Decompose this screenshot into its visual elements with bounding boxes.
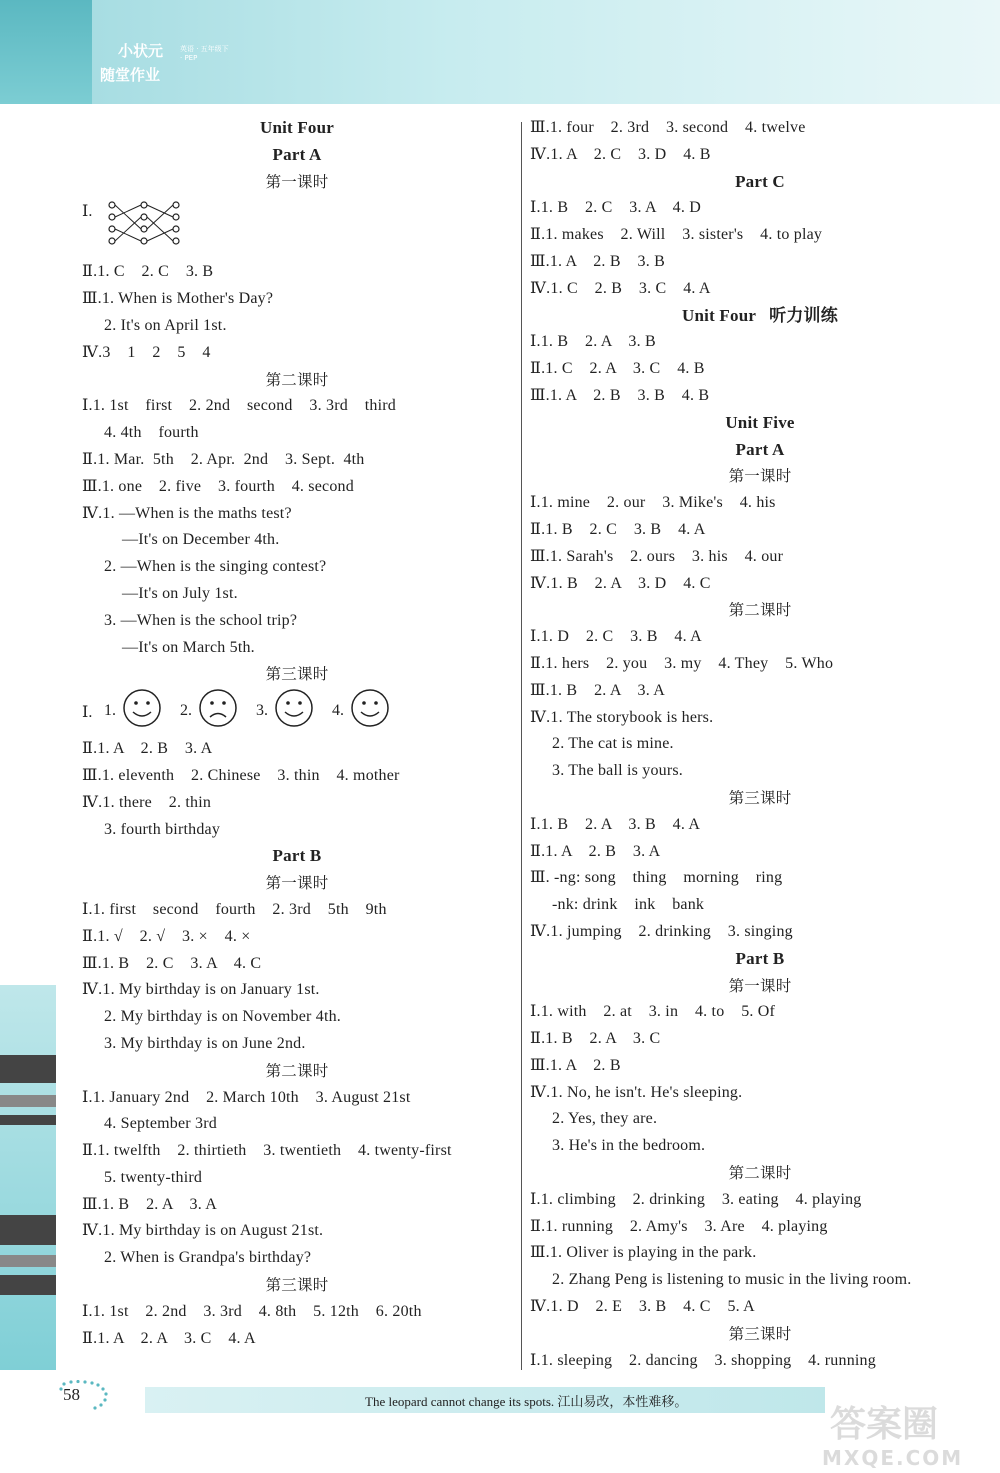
watermark-logo — [818, 1400, 1000, 1470]
section-heading: Part A — [272, 144, 322, 164]
answer-line: 2. My birthday is on November 4th. — [104, 1008, 341, 1026]
answer-line: Ⅳ.1. there 2. thin — [82, 793, 212, 811]
lesson-heading: 第一课时 — [265, 172, 329, 191]
answer-line: Ⅲ.1. four 2. 3rd 3. second 4. twelve — [530, 119, 806, 136]
answer-line: Ⅱ.1. A 2. B 3. A — [530, 842, 661, 860]
answer-line: Ⅰ.1. B 2. C 3. A 4. D — [530, 199, 702, 217]
lesson-heading: 第二课时 — [265, 1061, 329, 1080]
answer-line: Ⅳ.1. No, he isn't. He's sleeping. — [530, 1083, 743, 1101]
answer-line: 2. Yes, they are. — [552, 1110, 658, 1128]
face-number: 4. — [332, 702, 344, 720]
answer-line: Ⅳ.1. A 2. C 3. D 4. B — [530, 145, 711, 163]
faces-exercise — [82, 688, 512, 736]
answer-line: 4. 4th fourth — [104, 424, 199, 442]
answer-line: Ⅰ.1. with 2. at 3. in 4. to 5. Of — [530, 1003, 776, 1021]
answer-line: Ⅲ.1. When is Mother's Day? — [82, 290, 274, 308]
answer-line: Ⅰ.1. first second fourth 2. 3rd 5th 9th — [82, 900, 387, 918]
answer-line: Ⅱ.1. Mar. 5th 2. Apr. 2nd 3. Sept. 4th — [82, 450, 365, 468]
header-band — [0, 0, 1000, 104]
right-answer-column — [530, 115, 990, 1374]
answer-line: Ⅱ.1. makes 2. Will 3. sister's 4. to play — [530, 226, 823, 244]
watermark-line1: 答案圈 — [830, 1404, 939, 1445]
section-heading: Unit Five — [725, 412, 795, 432]
answer-line: Ⅲ.1. A 2. B 3. B 4. B — [530, 386, 710, 404]
answer-line: Ⅲ.1. B 2. C 3. A 4. C — [82, 954, 262, 972]
answer-line: 2. The cat is mine. — [552, 735, 674, 753]
answer-line: Ⅲ.1. B 2. A 3. A — [530, 681, 665, 699]
happy-face-icon — [274, 688, 314, 728]
answer-line: 3. The ball is yours. — [552, 762, 684, 780]
answer-line: Ⅰ.1. January 2nd 2. March 10th 3. August 21st — [82, 1088, 411, 1106]
section-heading: Part A — [735, 439, 785, 459]
brand-line2: 随堂作业 — [100, 66, 161, 84]
sad-face-icon — [198, 688, 238, 728]
lesson-heading: 第三课时 — [265, 665, 329, 684]
answer-line: Ⅲ.1. one 2. five 3. fourth 4. second — [82, 477, 354, 495]
lesson-heading: 第二课时 — [728, 1164, 792, 1183]
answer-line: 5. twenty-third — [104, 1168, 203, 1186]
answer-line: Ⅳ.1. The storybook is hers. — [530, 708, 714, 726]
section-heading: Part B — [735, 948, 785, 968]
exercise-label: Ⅰ. — [82, 203, 93, 221]
answer-line: Ⅲ.1. B 2. A 3. A — [82, 1195, 217, 1213]
lesson-heading: 第二课时 — [728, 601, 792, 620]
face-number: 3. — [256, 702, 268, 720]
answer-line: Ⅱ.1. twelfth 2. thirtieth 3. twentieth 4. twenty-first — [82, 1142, 452, 1160]
answer-line: Ⅲ.1. A 2. B 3. B — [530, 252, 665, 270]
answer-line: Ⅳ.3 1 2 5 4 — [82, 343, 211, 361]
matching-exercise — [82, 195, 512, 259]
answer-line: Ⅲ.1. Sarah's 2. ours 3. his 4. our — [530, 547, 784, 565]
lesson-heading: 第三课时 — [265, 1276, 329, 1295]
header-accent-block — [0, 0, 92, 104]
answer-line: 2. It's on April 1st. — [104, 316, 227, 334]
answer-line: Ⅰ.1. sleeping 2. dancing 3. shopping 4. running — [530, 1351, 876, 1369]
answer-line: Ⅳ.1. My birthday is on August 21st. — [82, 1222, 324, 1240]
answer-line: -nk: drink ink bank — [552, 896, 705, 914]
answer-line: Ⅰ.1. B 2. A 3. B 4. A — [530, 815, 701, 833]
answer-line: Ⅰ.1. B 2. A 3. B — [530, 333, 656, 351]
watermark-line2: MXQE.COM — [822, 1446, 964, 1470]
lesson-heading: 第三课时 — [728, 788, 792, 807]
lesson-heading: 第二课时 — [265, 370, 329, 389]
answer-line: 2. When is Grandpa's birthday? — [104, 1249, 312, 1267]
answer-line: —It's on July 1st. — [122, 584, 238, 602]
brand-logo — [100, 40, 230, 86]
lesson-heading: 第三课时 — [728, 1324, 792, 1343]
answer-line: 2. —When is the singing contest? — [104, 558, 327, 576]
answer-line: Ⅰ.1. climbing 2. drinking 3. eating 4. playing — [530, 1190, 862, 1208]
edge-decoration — [0, 985, 56, 1370]
section-heading: Unit Four — [259, 118, 335, 137]
lesson-heading: 第一课时 — [265, 874, 329, 893]
section-heading: Part C — [735, 171, 785, 191]
answer-line: Ⅳ.1. jumping 2. drinking 3. singing — [530, 922, 793, 940]
answer-line: Ⅰ.1. mine 2. our 3. Mike's 4. his — [530, 494, 776, 512]
face-number: 2. — [180, 702, 192, 720]
lesson-heading: 第一课时 — [728, 467, 792, 486]
left-answer-column — [82, 115, 512, 1352]
answer-line: Ⅱ.1. B 2. C 3. B 4. A — [530, 520, 706, 538]
section-heading: Part B — [272, 846, 322, 866]
answer-line: 3. —When is the school trip? — [104, 611, 298, 629]
answer-line: Ⅲ.1. eleventh 2. Chinese 3. thin 4. mother — [82, 766, 400, 784]
brand-line1: 小状元 — [118, 42, 164, 60]
answer-line: 3. My birthday is on June 2nd. — [104, 1034, 306, 1052]
happy-face-icon — [122, 688, 162, 728]
answer-line: Ⅱ.1. hers 2. you 3. my 4. They 5. Who — [530, 654, 834, 672]
happy-face-icon — [350, 688, 390, 728]
answer-line: Ⅲ.1. Oliver is playing in the park. — [530, 1244, 757, 1262]
answer-line: Ⅱ.1. B 2. A 3. C — [530, 1030, 661, 1048]
answer-line: Ⅱ.1. A 2. B 3. A — [82, 740, 213, 758]
answer-line: Ⅳ.1. C 2. B 3. C 4. A — [530, 279, 711, 297]
column-divider — [521, 122, 522, 1370]
answer-line: Ⅰ.1. 1st 2. 2nd 3. 3rd 4. 8th 5. 12th 6. 20th — [82, 1302, 422, 1320]
answer-line: 2. Zhang Peng is listening to music in the living room. — [552, 1271, 912, 1289]
answer-line: 4. September 3rd — [104, 1115, 217, 1133]
answer-line: Ⅱ.1. C 2. C 3. B — [82, 263, 214, 281]
answer-line: —It's on March 5th. — [122, 638, 255, 656]
section-heading: Unit Four 听力训练 — [682, 305, 838, 325]
answer-line: Ⅱ.1. √ 2. √ 3. × 4. × — [82, 927, 251, 945]
answer-line: 3. fourth birthday — [104, 820, 221, 838]
lesson-heading: 第一课时 — [728, 976, 792, 995]
answer-line: Ⅰ.1. 1st first 2. 2nd second 3. 3rd third — [82, 397, 396, 415]
page-number: 58 — [63, 1385, 80, 1404]
answer-line: Ⅳ.1. —When is the maths test? — [82, 504, 292, 522]
answer-line: Ⅳ.1. My birthday is on January 1st. — [82, 981, 320, 999]
answer-line: Ⅱ.1. running 2. Amy's 3. Are 4. playing — [530, 1217, 828, 1235]
answer-line: Ⅲ.1. A 2. B — [530, 1056, 621, 1074]
brand-small: 英语 · 五年级下 · PEP — [180, 45, 229, 62]
answer-line: Ⅳ.1. B 2. A 3. D 4. C — [530, 574, 711, 592]
answer-line: 3. He's in the bedroom. — [552, 1137, 706, 1155]
answer-line: Ⅰ.1. D 2. C 3. B 4. A — [530, 628, 702, 646]
face-number: 1. — [104, 702, 116, 720]
answer-line: Ⅱ.1. A 2. A 3. C 4. A — [82, 1329, 256, 1347]
answer-line: Ⅲ. -ng: song thing morning ring — [530, 869, 783, 887]
exercise-label: Ⅰ. — [82, 704, 93, 722]
answer-line: Ⅳ.1. D 2. E 3. B 4. C 5. A — [530, 1298, 755, 1316]
answer-line: —It's on December 4th. — [122, 531, 280, 549]
footer-quote: The leopard cannot change its spots. 江山易改，本性难移。 — [365, 1394, 688, 1409]
answer-line: Ⅱ.1. C 2. A 3. C 4. B — [530, 360, 705, 378]
